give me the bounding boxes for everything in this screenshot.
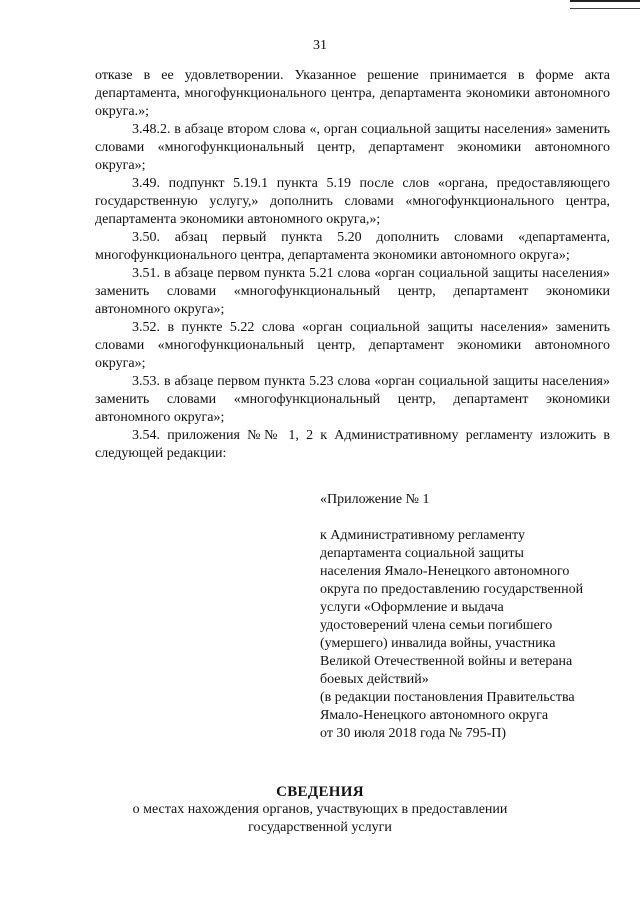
appendix-block (320, 491, 620, 743)
paragraph: 3.50. абзац первый пункта 5.20 дополнить словами «департамента, многофункционального центра, департамента экономики автономного округа»; (95, 230, 610, 263)
appendix-line: удостоверений члена семьи погибшего (320, 618, 553, 633)
paragraph: 3.48.2. в абзаце втором слова «, орган социальной защиты населения» заменить словами «многофункциональный центр, департамент экономики автономного округа»; (95, 122, 610, 173)
appendix-line: боевых действий» (320, 672, 429, 687)
appendix-line: (в редакции постановления Правительства (320, 690, 575, 705)
body-text (95, 67, 610, 463)
appendix-line: от 30 июля 2018 года № 795-П) (320, 726, 507, 741)
paragraph: 3.51. в абзаце первом пункта 5.21 слова «орган социальной защиты населения» заменить словами «многофункциональный центр, департамент экономики автономного округа»; (95, 266, 610, 317)
section-subtitle: о местах нахождения органов, участвующих в предоставлении (132, 802, 508, 817)
paragraph: отказе в ее удовлетворении. Указанное решение принимается в форме акта департамента, многофункционального центра, департамента экономики автономного округа.»; (95, 68, 610, 119)
appendix-line: (умершего) инвалида войны, участника (320, 636, 556, 651)
paragraph: 3.54. приложения №№ 1, 2 к Административному регламенту изложить в следующей редакции: (95, 428, 610, 461)
paragraph: 3.52. в пункте 5.22 слова «орган социальной защиты населения» заменить словами «многофункциональный центр, департамент экономики автономного округа»; (95, 320, 610, 371)
appendix-line: округа по предоставлению государственной (320, 582, 584, 597)
page-number: 31 (313, 38, 327, 53)
appendix-line: населения Ямало-Ненецкого автономного (320, 564, 570, 579)
paragraph: 3.49. подпункт 5.19.1 пункта 5.19 после слов «органа, предоставляющего государственную услугу,» дополнить словами «многофункционального центра, департамента экономики автономного округа,»; (95, 176, 610, 227)
appendix-line: Великой Отечественной войны и ветерана (320, 654, 573, 669)
appendix-line: Ямало-Ненецкого автономного округа (320, 708, 549, 723)
appendix-title: «Приложение № 1 (320, 492, 430, 507)
scan-corner-mark (570, 0, 640, 9)
paragraph: 3.53. в абзаце первом пункта 5.23 слова «орган социальной защиты населения» заменить словами «многофункциональный центр, департамент экономики автономного округа»; (95, 374, 610, 425)
section-subtitle: государственной услуги (248, 820, 392, 835)
appendix-line: департамента социальной защиты (320, 546, 524, 561)
appendix-line: к Административному регламенту (320, 528, 525, 543)
section-heading: СВЕДЕНИЯ (276, 784, 364, 800)
svedeniya-section (0, 783, 640, 837)
appendix-line: услуги «Оформление и выдача (320, 600, 504, 615)
